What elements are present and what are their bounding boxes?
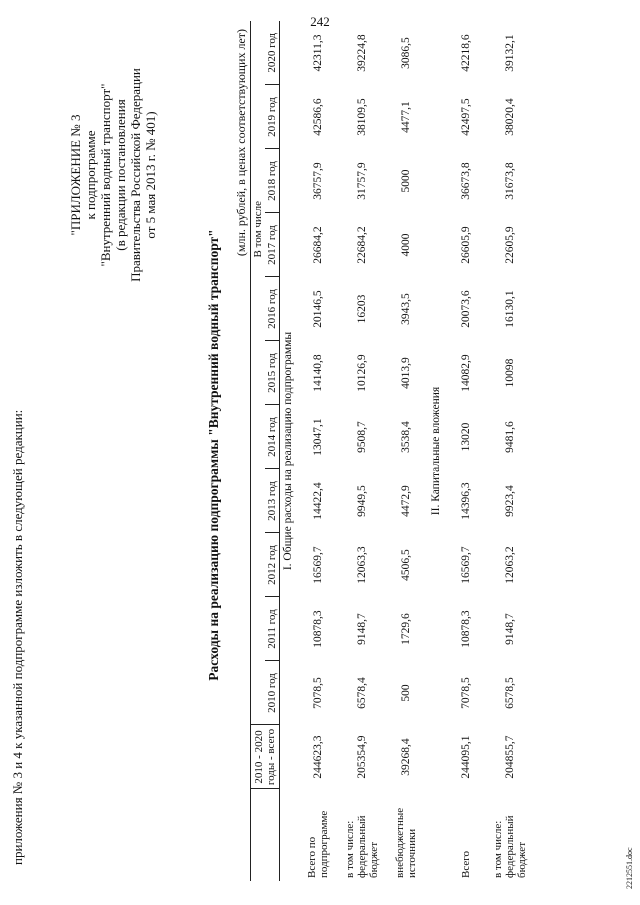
appendix-line: "Внутренний водный транспорт" (98, 83, 113, 267)
cell-value: 14140,8 (312, 354, 324, 392)
cell-value: 9148,7 (504, 613, 516, 645)
cell-value: 205354,9 (356, 735, 368, 779)
cell-value: 13020 (460, 422, 472, 452)
total-header: 2010 - 2020 годы - всего (251, 725, 280, 789)
cell-value: 14422,4 (312, 482, 324, 520)
appendix-line: (в редакции постановления (113, 99, 128, 251)
cell-value: 20073,6 (460, 290, 472, 328)
cell-value: 5000 (400, 169, 412, 193)
cell-value: 9923,4 (504, 485, 516, 517)
cell-value: 20146,5 (312, 290, 324, 328)
cell-value: 500 (400, 684, 412, 702)
cell-value: 42586,6 (312, 98, 324, 136)
table-title: Расходы на реализацию подпрограммы "Внутренний водный транспорт" (206, 229, 221, 681)
cell-value: 12063,2 (504, 546, 516, 584)
units-note: (млн. рублей, в ценах соответствующих лет) (234, 29, 248, 257)
year-header: 2019 год (265, 85, 280, 149)
table-row (296, 21, 340, 881)
cell-value: 39268,4 (400, 738, 412, 776)
cell-value: 7078,5 (312, 677, 324, 709)
intro-text: приложения № 3 и 4 к указанной подпрограмме изложить в следующей редакции: (10, 409, 25, 865)
cell-value: 4013,9 (400, 357, 412, 389)
cell-value: 26684,2 (312, 226, 324, 264)
section-title: I. Общие расходы на реализацию подпрограммы (282, 331, 294, 571)
table-row (384, 21, 428, 881)
appendix-header (68, 25, 158, 325)
cell-value: 16130,1 (504, 290, 516, 328)
cell-value: 31757,9 (356, 162, 368, 200)
cell-value: 3538,4 (400, 421, 412, 453)
cell-value: 36757,9 (312, 162, 324, 200)
year-header: 2014 год (265, 405, 280, 469)
cell-value: 14396,3 (460, 482, 472, 520)
appendix-line: от 5 мая 2013 г. № 401) (143, 111, 158, 239)
cell-value: 9949,5 (356, 485, 368, 517)
cell-value: 26605,9 (460, 226, 472, 264)
year-header: 2020 год (265, 21, 280, 85)
year-header: 2010 год (265, 661, 280, 725)
cell-value: 10098 (504, 358, 516, 388)
cell-value: 22605,9 (504, 226, 516, 264)
cell-value: 38020,4 (504, 98, 516, 136)
cell-value: 4000 (400, 233, 412, 257)
cell-value: 10878,3 (312, 610, 324, 648)
row-label: в том числе: федеральный бюджет (492, 815, 528, 878)
blank-header (251, 789, 280, 881)
cell-value: 9148,7 (356, 613, 368, 645)
appendix-line: Правительства Российской Федерации (128, 68, 143, 282)
cell-value: 4472,9 (400, 485, 412, 517)
table-row (340, 21, 384, 881)
year-header: 2016 год (265, 277, 280, 341)
cell-value: 6578,4 (356, 677, 368, 709)
cell-value: 16203 (356, 294, 368, 324)
row-label: в том числе: федеральный бюджет (344, 815, 380, 878)
table-row (444, 21, 488, 881)
cell-value: 244095,1 (460, 735, 472, 779)
section-row (428, 21, 444, 881)
appendix-line: к подпрограмме (83, 130, 98, 220)
cell-value: 10126,9 (356, 354, 368, 392)
rotated-content (0, 15, 638, 895)
cell-value: 14082,9 (460, 354, 472, 392)
cell-value: 3086,5 (400, 37, 412, 69)
cell-value: 16569,7 (312, 546, 324, 584)
cell-value: 22684,2 (356, 226, 368, 264)
cell-value: 3943,5 (400, 293, 412, 325)
cell-value: 12063,3 (356, 546, 368, 584)
cell-value: 4506,5 (400, 549, 412, 581)
cell-value: 42497,5 (460, 98, 472, 136)
section-row (280, 21, 297, 881)
table-row (488, 21, 532, 881)
appendix-line: "ПРИЛОЖЕНИЕ № 3 (68, 114, 83, 236)
year-header: 2012 год (265, 533, 280, 597)
page-number: 242 (310, 14, 330, 29)
cell-value: 42311,3 (312, 34, 324, 72)
cell-value: 204855,7 (504, 735, 516, 779)
expenses-table (250, 21, 532, 881)
year-header: 2013 год (265, 469, 280, 533)
cell-value: 13047,1 (312, 418, 324, 456)
cell-value: 39224,8 (356, 34, 368, 72)
year-header: 2018 год (265, 149, 280, 213)
cell-value: 10878,3 (460, 610, 472, 648)
cell-value: 4477,1 (400, 101, 412, 133)
cell-value: 9481,6 (504, 421, 516, 453)
cell-value: 39132,1 (504, 34, 516, 72)
row-label: Всего по подпрограмме (306, 810, 330, 878)
cell-value: 42218,6 (460, 34, 472, 72)
cell-value: 9508,7 (356, 421, 368, 453)
row-label: Всего (460, 851, 472, 878)
row-label: внебюджетные источники (394, 807, 418, 878)
cell-value: 16569,7 (460, 546, 472, 584)
cell-value: 38109,5 (356, 98, 368, 136)
doc-footer: 2212551.doc (625, 847, 634, 889)
cell-value: 244623,3 (312, 735, 324, 779)
cell-value: 36673,8 (460, 162, 472, 200)
year-header: 2017 год (265, 213, 280, 277)
year-header: 2011 год (265, 597, 280, 661)
cell-value: 7078,5 (460, 677, 472, 709)
including-header: В том числе (251, 21, 266, 725)
year-header: 2015 год (265, 341, 280, 405)
cell-value: 6578,5 (504, 677, 516, 709)
section-title: II. Капитальные вложения (430, 386, 442, 516)
cell-value: 1729,6 (400, 613, 412, 645)
cell-value: 31673,8 (504, 162, 516, 200)
